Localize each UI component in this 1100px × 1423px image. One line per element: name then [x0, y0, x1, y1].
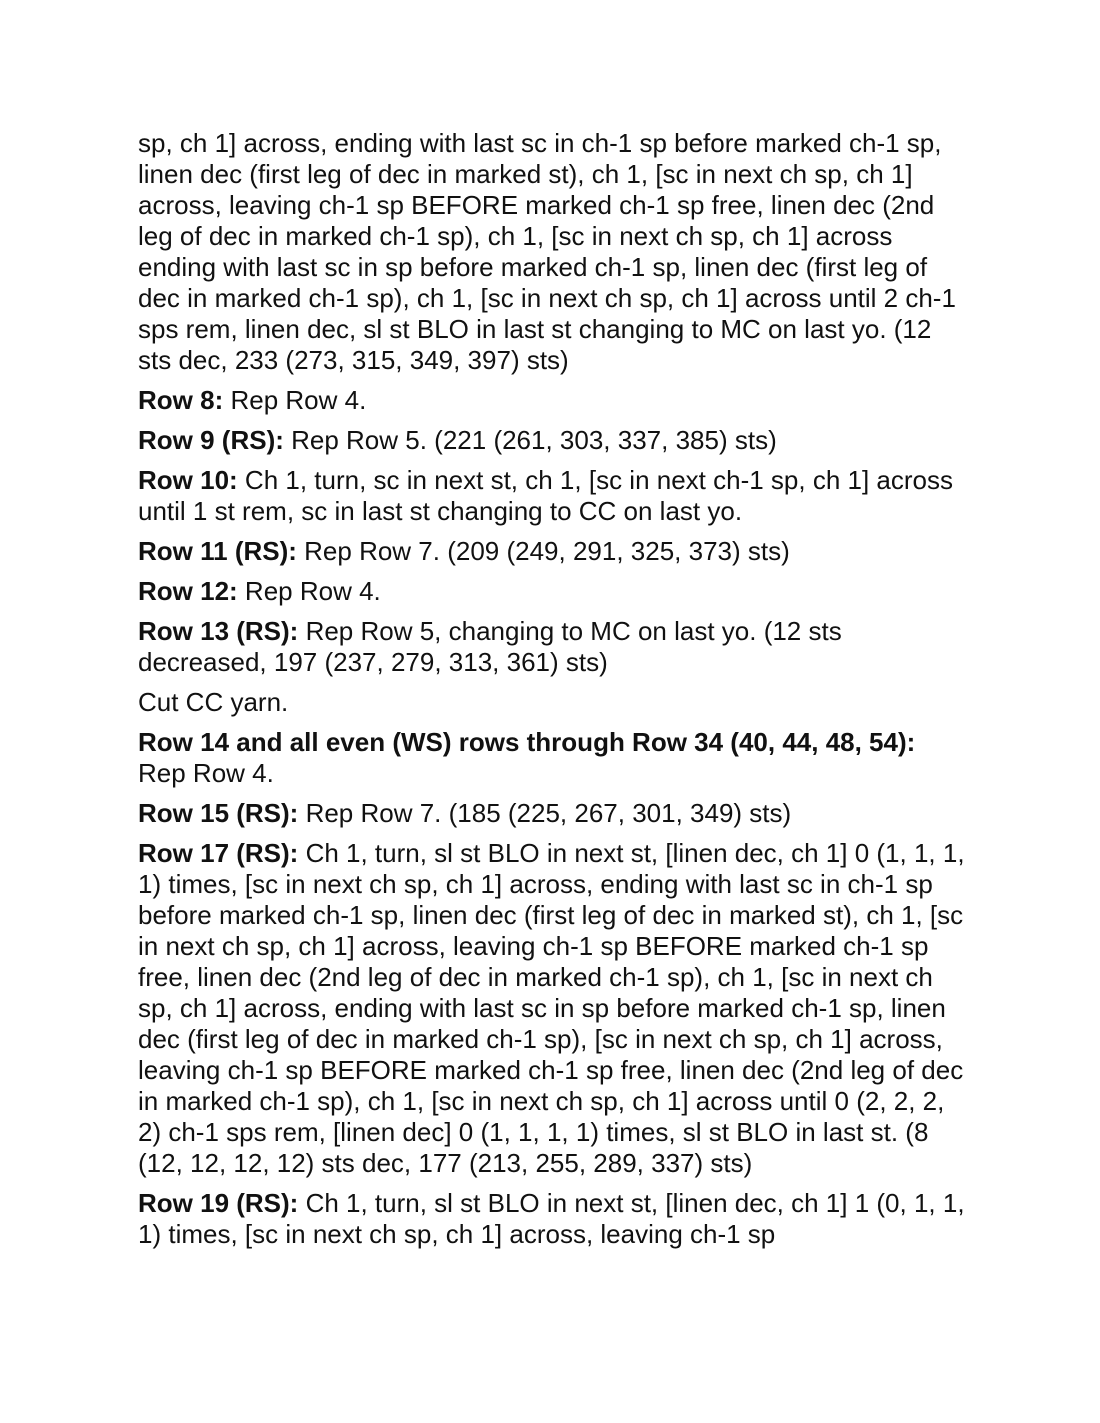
- paragraph-row-12: [138, 576, 968, 607]
- row-label: Row 9 (RS):: [138, 425, 284, 455]
- row-text: Ch 1, turn, sc in next st, ch 1, [sc in next ch-1 sp, ch 1] across until 1 st rem, sc in last st changing to CC on last yo.: [138, 465, 953, 526]
- row-text: Rep Row 7. (185 (225, 267, 301, 349) sts): [298, 798, 792, 828]
- document-page: [138, 128, 968, 1259]
- paragraph-row-11: [138, 536, 968, 567]
- paragraph-row-14: [138, 727, 968, 789]
- paragraph-row-7-continued: [138, 128, 968, 376]
- row-label: Row 15 (RS):: [138, 798, 299, 828]
- paragraph-row-19: [138, 1188, 968, 1250]
- row-text: Rep Row 7. (209 (249, 291, 325, 373) sts): [296, 536, 790, 566]
- row-label: Row 11 (RS):: [138, 536, 297, 566]
- row-text: Rep Row 4.: [223, 385, 367, 415]
- row-text: Rep Row 5. (221 (261, 303, 337, 385) sts): [283, 425, 777, 455]
- paragraph-cut-yarn: [138, 687, 968, 718]
- paragraph-row-15: [138, 798, 968, 829]
- row-label: Row 19 (RS):: [138, 1188, 299, 1218]
- row-text: Rep Row 4.: [138, 758, 274, 788]
- row-label: Row 14 and all even (WS) rows through Row 34 (40, 44, 48, 54):: [138, 727, 916, 757]
- paragraph-row-9: [138, 425, 968, 456]
- paragraph-row-8: [138, 385, 968, 416]
- row-label: Row 10:: [138, 465, 238, 495]
- paragraph-row-10: [138, 465, 968, 527]
- row-text: sp, ch 1] across, ending with last sc in ch-1 sp before marked ch-1 sp, linen dec (first leg of dec in marked st), ch 1, [sc in next ch sp, ch 1] across, leaving ch-1 sp BEFORE marked ch-1 sp free, linen dec (2nd leg of dec in marked ch-1 sp), ch 1, [sc in next ch sp, ch 1] across ending with last sc in sp before marked ch-1 sp, linen dec (first leg of dec in marked ch-1 sp), ch 1, [sc in next ch sp, ch 1] across until 2 ch-1 sps rem, linen dec, sl st BLO in last st changing to MC on last yo. (12 sts dec, 233 (273, 315, 349, 397) sts): [138, 128, 956, 375]
- row-text: Rep Row 5, changing to MC on last yo. (12 sts decreased, 197 (237, 279, 313, 361) sts): [138, 616, 842, 677]
- row-text: Cut CC yarn.: [138, 687, 289, 717]
- paragraph-row-13: [138, 616, 968, 678]
- row-text: Rep Row 4.: [237, 576, 381, 606]
- row-label: Row 13 (RS):: [138, 616, 299, 646]
- row-label: Row 17 (RS):: [138, 838, 299, 868]
- row-label: Row 12:: [138, 576, 238, 606]
- paragraph-row-17: [138, 838, 968, 1179]
- row-label: Row 8:: [138, 385, 224, 415]
- row-text: Ch 1, turn, sl st BLO in next st, [linen dec, ch 1] 1 (0, 1, 1, 1) times, [sc in next ch sp, ch 1] across, leaving ch-1 sp: [138, 1188, 965, 1249]
- row-text: Ch 1, turn, sl st BLO in next st, [linen dec, ch 1] 0 (1, 1, 1, 1) times, [sc in next ch sp, ch 1] across, ending with last sc in ch-1 sp before marked ch-1 sp, linen dec (first leg of dec in marked st), ch 1, [sc in next ch sp, ch 1] across, leaving ch-1 sp BEFORE marked ch-1 sp free, linen dec (2nd leg of dec in marked ch-1 sp), ch 1, [sc in next ch sp, ch 1] across, ending with last sc in sp before marked ch-1 sp, linen dec (first leg of dec in marked ch-1 sp), [sc in next ch sp, ch 1] across, leaving ch-1 sp BEFORE marked ch-1 sp free, linen dec (2nd leg of dec in marked ch-1 sp), ch 1, [sc in next ch sp, ch 1] across until 0 (2, 2, 2, 2) ch-1 sps rem, [linen dec] 0 (1, 1, 1, 1) times, sl st BLO in last st. (8 (12, 12, 12, 12) sts dec, 177 (213, 255, 289, 337) sts): [138, 838, 965, 1178]
